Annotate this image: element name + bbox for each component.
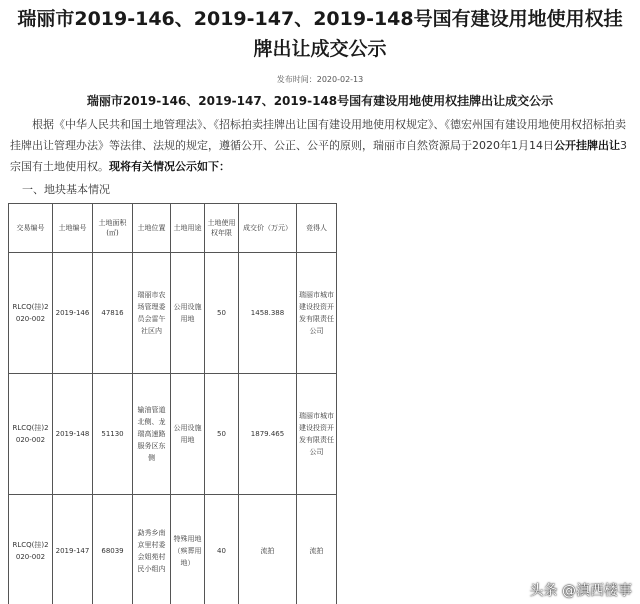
table-cell: 瑞丽市农场管理委员会雷午社区内 (133, 253, 171, 374)
intro-bold-1: 公开挂牌出让 (554, 139, 620, 152)
table-cell: 47816 (93, 253, 133, 374)
table-cell: 2019-146 (53, 253, 93, 374)
table-header-row (9, 204, 337, 253)
publish-date: 发布时间：2020-02-13 (276, 75, 364, 84)
table-cell: 公用设施用地 (171, 374, 205, 495)
watermark-text: 头条 @滇西楼事 (529, 583, 632, 599)
table-cell: 1458.388 (239, 253, 297, 374)
intro-text-1: 根据《中华人民共和国土地管理法》、《招标拍卖挂牌出让国有建设用地使用权规定》、《德宏州国有建设用地使用权招标拍卖挂牌出让管理办法》等法律、法规的规定，遵循公开、公正、公平的原则，瑞丽市自然资源局于2020年1月14日 (10, 118, 626, 152)
table-cell: 2019-147 (53, 495, 93, 604)
table-cell: 50 (205, 374, 239, 495)
table-row (9, 253, 337, 374)
table-cell: 流拍 (297, 495, 337, 604)
header-cell: 竞得人 (297, 204, 337, 253)
table-cell: RLCQ(挂)2020-002 (9, 253, 53, 374)
header-cell: 土地用途 (171, 204, 205, 253)
header-cell: 土地编号 (53, 204, 93, 253)
header-cell: 交易编号 (9, 204, 53, 253)
table-cell: 51130 (93, 374, 133, 495)
table-cell: 输油管道北侧、龙瑞高速路服务区东侧 (133, 374, 171, 495)
land-info-table (8, 203, 337, 604)
table-cell: 公用设施用地 (171, 253, 205, 374)
header-cell: 成交价（万元） (239, 204, 297, 253)
table-cell: 流拍 (239, 495, 297, 604)
table-cell: 68039 (93, 495, 133, 604)
table-cell: 50 (205, 253, 239, 374)
intro-bold-2: 现将有关情况公示如下： (109, 160, 230, 173)
table-cell: 40 (205, 495, 239, 604)
header-cell: 土地面积(㎡) (93, 204, 133, 253)
intro-paragraph (10, 114, 632, 177)
table-cell: 瑞丽市城市建设投资开发有限责任公司 (297, 374, 337, 495)
table-cell: 瑞丽市城市建设投资开发有限责任公司 (297, 253, 337, 374)
table-cell: 特殊用地（殡葬用地） (171, 495, 205, 604)
section-heading: 一、地块基本情况 (22, 183, 110, 196)
table-cell: RLCQ(挂)2020-002 (9, 374, 53, 495)
page-title: 瑞丽市2019-146、2019-147、2019-148号国有建设用地使用权挂牌出让成交公示 (17, 8, 623, 60)
table-row (9, 374, 337, 495)
header-cell: 土地位置 (133, 204, 171, 253)
table-row (9, 495, 337, 604)
table-cell: 勐秀乡南京里村委会姐苑村民小组内 (133, 495, 171, 604)
header-cell: 土地使用权年限 (205, 204, 239, 253)
table-cell: 1879.465 (239, 374, 297, 495)
table-cell: 2019-148 (53, 374, 93, 495)
intro-text-2: 3宗国有土地使用权。 (10, 139, 627, 173)
table-cell: RLCQ(挂)2020-002 (9, 495, 53, 604)
body-subtitle: 瑞丽市2019-146、2019-147、2019-148号国有建设用地使用权挂牌出让成交公示 (86, 94, 554, 108)
